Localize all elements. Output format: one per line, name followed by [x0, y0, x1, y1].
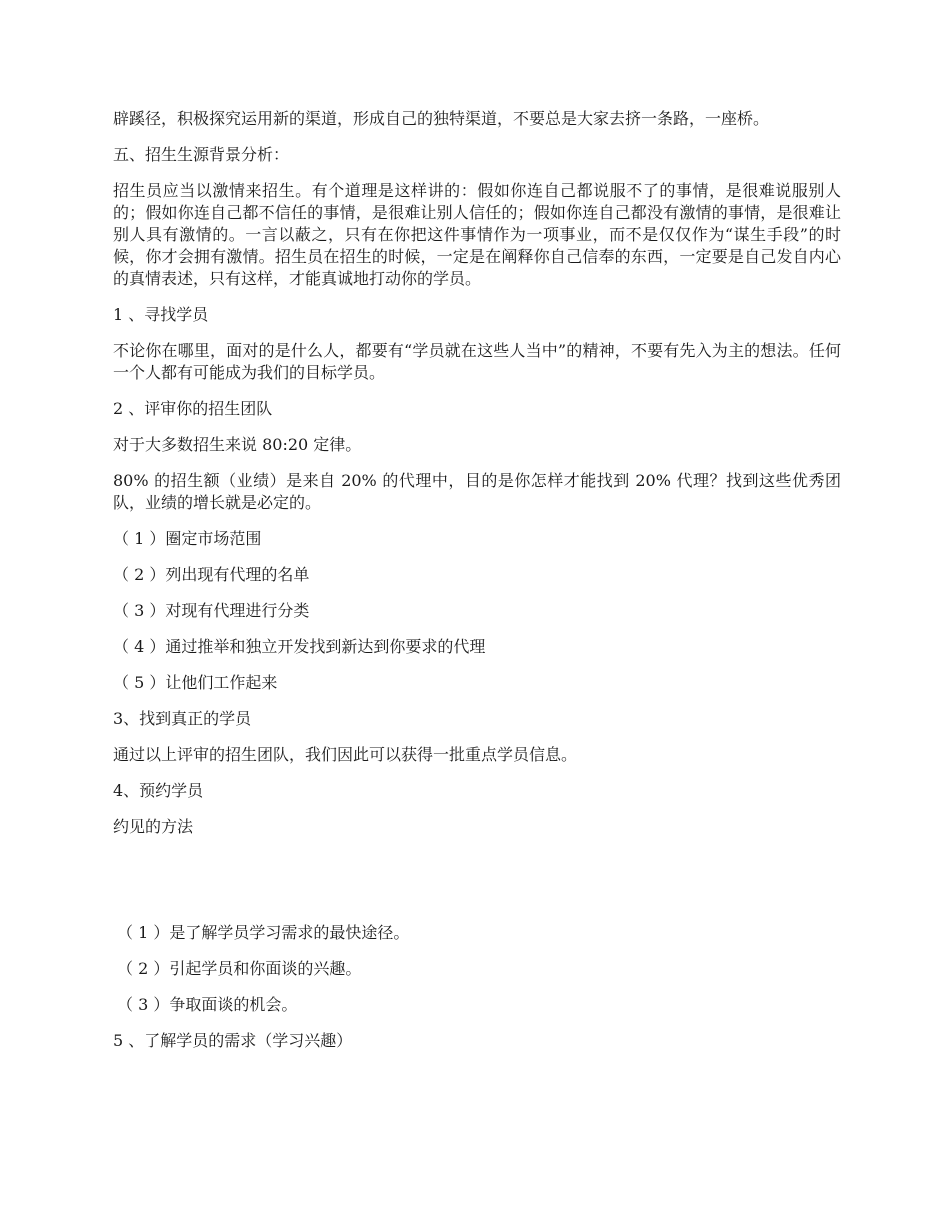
- paragraph-find-students: 不论你在哪里，面对的是什么人，都要有“学员就在这些人当中”的精神，不要有先入为主的想法。任何一个人都有可能成为我们的目标学员。: [113, 341, 841, 382]
- list-item: （ 1 ）是了解学员学习需求的最快途径。: [117, 923, 410, 942]
- subheading-appointment: 4、预约学员: [113, 781, 204, 800]
- paragraph-8020-rule: 对于大多数招生来说 80:20 定律。: [113, 435, 362, 454]
- subheading-find-students: 1 、寻找学员: [113, 305, 209, 324]
- list-item: （ 2 ）引起学员和你面谈的兴趣。: [117, 959, 362, 978]
- paragraph-8020-detail: 80% 的招生额（业绩）是来自 20% 的代理中，目的是你怎样才能找到 20% 代理？找到这些优秀团队，业绩的增长就是必定的。: [113, 471, 841, 512]
- subheading-review-team: 2 、评审你的招生团队: [113, 399, 273, 418]
- subheading-student-needs: 5 、了解学员的需求（学习兴趣）: [113, 1031, 353, 1050]
- list-item: （ 4 ）通过推举和独立开发找到新达到你要求的代理: [113, 637, 486, 656]
- subheading-real-students: 3、找到真正的学员: [113, 709, 252, 728]
- list-item: （ 1 ）圈定市场范围: [113, 529, 262, 548]
- list-item: （ 2 ）列出现有代理的名单: [113, 565, 310, 584]
- section-heading-5: 五、招生生源背景分析：: [113, 145, 290, 164]
- list-item: （ 5 ）让他们工作起来: [113, 673, 278, 692]
- list-item: （ 3 ）争取面谈的机会。: [117, 995, 298, 1014]
- paragraph-real-students: 通过以上评审的招生团队，我们因此可以获得一批重点学员信息。: [113, 745, 578, 764]
- blank-gap: [113, 838, 841, 922]
- paragraph-enthusiasm: 招生员应当以激情来招生。有个道理是这样讲的：假如你连自己都说服不了的事情，是很难说服别人的；假如你连自己都不信任的事情，是很难让别人信任的；假如你连自己都没有激情的事情，是很难让别人具有激情的。一言以蔽之，只有在你把这件事情作为一项事业，而不是仅仅作为“谋生手段”的时候，你才会拥有激情。招生员在招生的时候，一定是在阐释你自己信奉的东西，一定要是自己发自内心的真情表述，只有这样，才能真诚地打动你的学员。: [113, 181, 841, 288]
- paragraph-intro: 辟蹊径，积极探究运用新的渠道，形成自己的独特渠道，不要总是大家去挤一条路，一座桥。: [113, 109, 770, 128]
- document-page: [113, 108, 841, 1052]
- list-item: （ 3 ）对现有代理进行分类: [113, 601, 310, 620]
- paragraph-appointment-methods: 约见的方法: [113, 817, 194, 836]
